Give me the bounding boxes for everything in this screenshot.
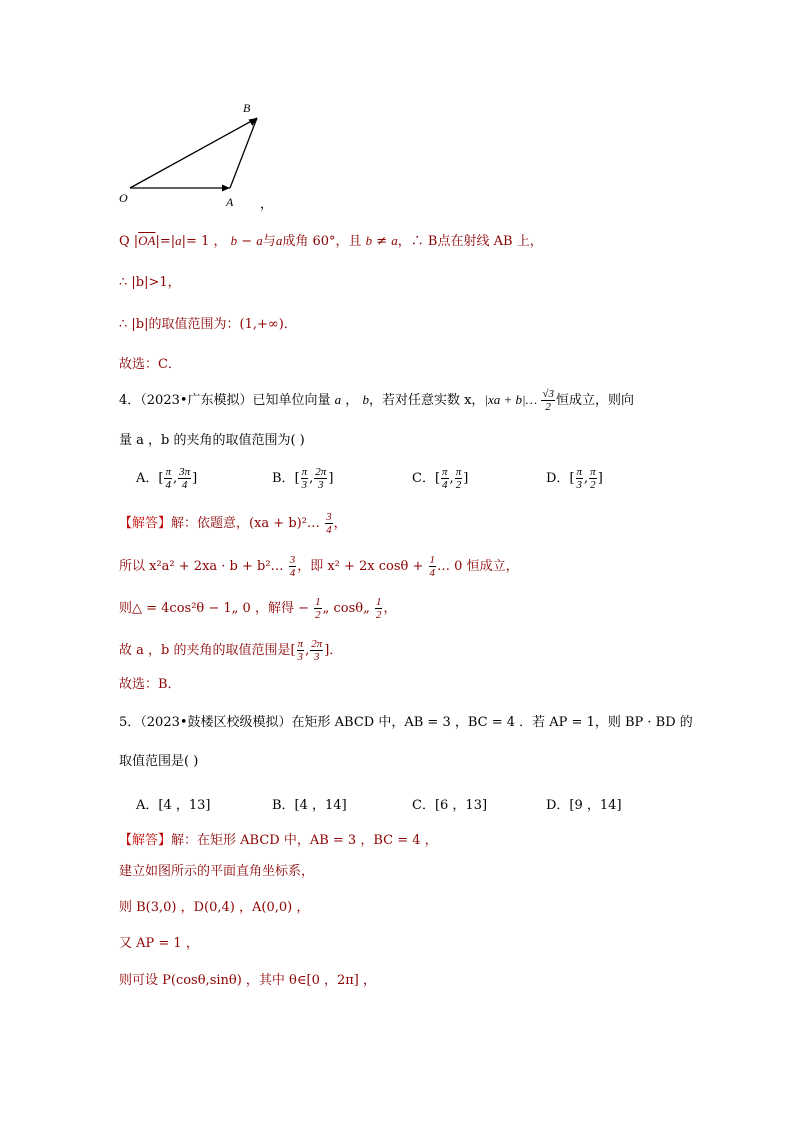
solution3-line1: Q $|\overline{OA}|=|a|= 1$ ， b − a与a成角 60°，且 b ≠ a，∴ B点在射线 AB 上， (119, 233, 543, 249)
q4-choice-d[interactable]: D．[ $\frac{\pi}{3}$ , $\frac{\pi}{2}$ ] (546, 466, 603, 491)
label-B: B (243, 101, 251, 115)
q4-solution-line4: 故 a ，b 的夹角的取值范围是[ $\frac{\pi}{3}$ , $\frac{2\pi}{3}$ ]． (119, 638, 343, 663)
q5-solution-line2: 建立如图所示的平面直角坐标系， (119, 864, 315, 879)
q4-line1: 4．（2023•广东模拟）已知单位向量 a ， b，若对任意实数 x，|xa + b|… $\frac{√3}{2}$ 恒成立，则向 (119, 388, 634, 413)
q5-choice-b[interactable]: B．[4 ，14] (272, 798, 347, 813)
q4-solution-line2: 所以 x²a² + 2xa · b + b²… $\frac{3}{4}$ ，即 x² + 2x cosθ + $\frac{1}{4}$ … 0 恒成立， (119, 554, 519, 579)
q5-solution-line5: 则可设 P(cosθ,sinθ) ，其中 θ∈[0 ，2π] ， (119, 973, 376, 988)
q5-solution-line4: 又 AP = 1 ， (119, 936, 199, 951)
q4-solution-line1: 【解答】解：依题意，(xa + b)²… $\frac{3}{4}$ ， (119, 511, 347, 536)
q5-choice-d[interactable]: D．[9 ，14] (546, 798, 622, 813)
q4-line2: 量 a ，b 的夹角的取值范围为( ) (119, 433, 305, 448)
q4-choice-c[interactable]: C．[ $\frac{\pi}{4}$ , $\frac{\pi}{2}$ ] (412, 466, 469, 491)
q5-choice-c[interactable]: C．[6 ，13] (412, 798, 488, 813)
q5-solution-line1: 【解答】解：在矩形 ABCD 中，AB = 3 ，BC = 4 ， (119, 833, 438, 848)
solution3-line3: ∴ |b|的取值范围为：(1,+∞)． (119, 317, 297, 332)
q4-choice-b[interactable]: B．[ $\frac{\pi}{3}$ , $\frac{2\pi}{3}$ ] (272, 466, 334, 491)
figure-trailing-comma: ， (260, 197, 274, 212)
q5-line1: 5．（2023•鼓楼区校级模拟）在矩形 ABCD 中，AB = 3 ，BC = 4 ．若 AP = 1，则 BP · BD 的 (119, 715, 693, 730)
q5-line2: 取值范围是( ) (119, 754, 199, 769)
vector-triangle-figure (110, 95, 280, 215)
q4-solution-line3: 则△ = 4cos²θ − 1„ 0 ，解得 − $\frac{1}{2}$ „ cosθ„ $\frac{1}{2}$ ， (119, 596, 397, 621)
solution3-answer: 故选：C． (119, 357, 181, 372)
q5-choice-a[interactable]: A．[4 ，13] (136, 798, 211, 813)
label-A: A (226, 195, 234, 209)
q4-choice-a[interactable]: A．[ $\frac{\pi}{4}$ , $\frac{3\pi}{4}$ ] (136, 466, 198, 491)
q5-solution-line3: 则 B(3,0) ，D(0,4) ，A(0,0) ， (119, 900, 310, 915)
solution3-line2: ∴ |b|>1， (119, 275, 181, 290)
q4-answer: 故选：B． (119, 677, 181, 692)
label-O: O (119, 191, 128, 205)
